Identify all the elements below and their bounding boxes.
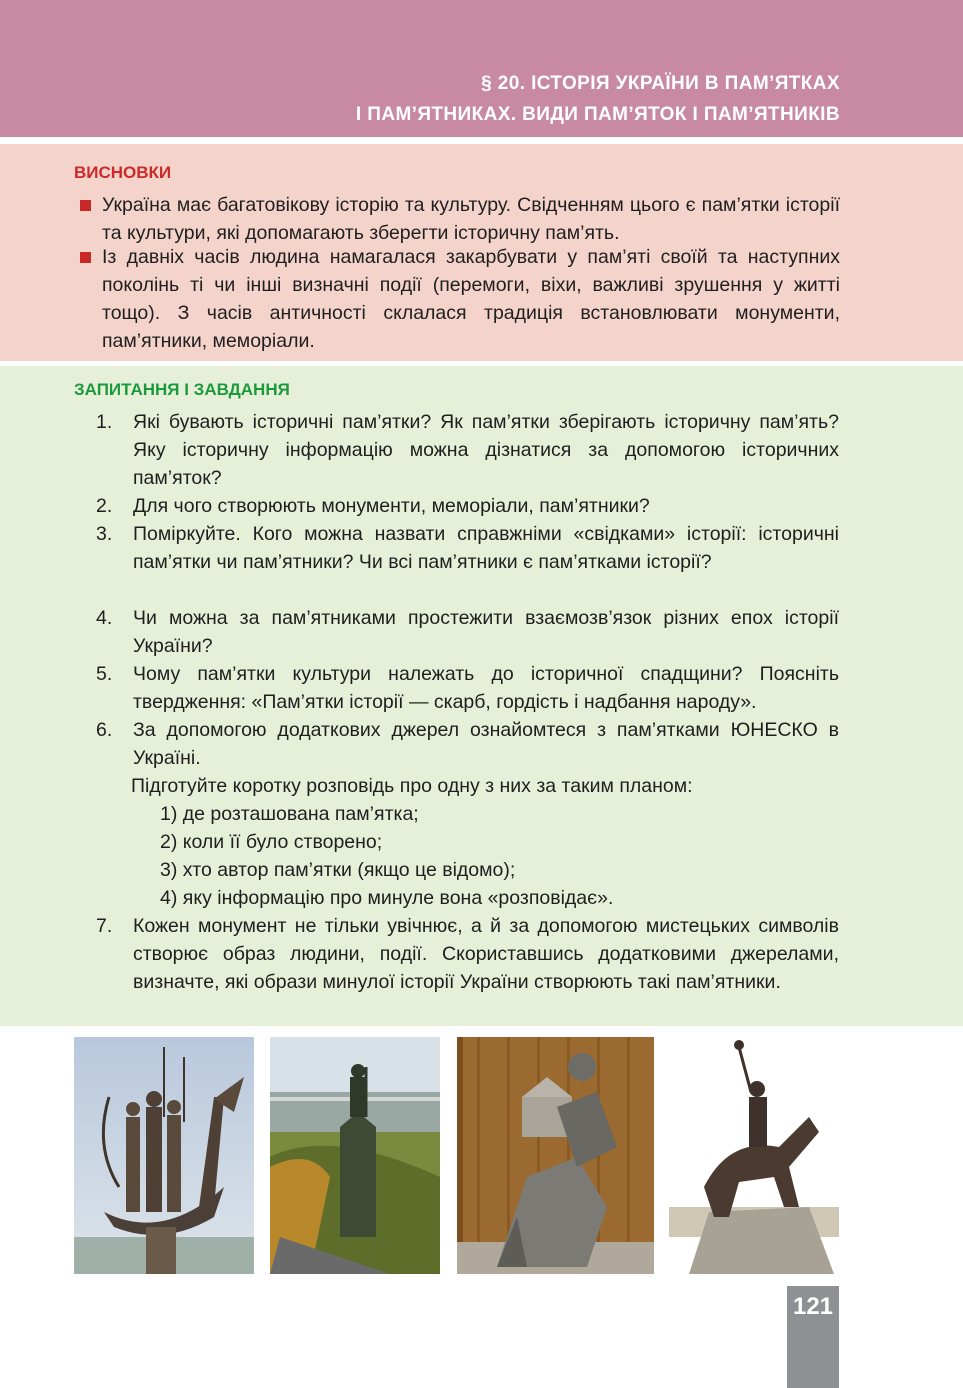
question-text: Для чого створюють монументи, меморіали, пам’ятники?	[133, 495, 650, 517]
question-number: 4.	[96, 607, 113, 629]
question-number: 5.	[96, 663, 113, 685]
page-number: 121	[792, 1293, 834, 1320]
bullet-square-icon	[80, 252, 91, 263]
plan-intro: Підготуйте коротку розповідь про одну з них за таким планом:	[131, 775, 693, 797]
question-number: 2.	[96, 495, 113, 517]
plan-item: 3) хто автор пам’ятки (якщо це відомо);	[160, 859, 516, 881]
chapter-title-line-1: § 20. ІСТОРІЯ УКРАЇНИ В ПАМ’ЯТКАХ	[481, 73, 840, 94]
plan-item: 2) коли її було створено;	[160, 831, 383, 853]
chapter-title-line-2: І ПАМ’ЯТНИКАХ. ВИДИ ПАМ’ЯТОК І ПАМ’ЯТНИКІВ	[355, 104, 840, 125]
question-text: Кожен монумент не тільки увічнює, а й за допомогою мистецьких символів створює образ людини, події. Скориставшись додатковими джерелами, визначте, які образи минулої історії України створюють такі пам’ятники.	[133, 915, 839, 993]
monument-photo-yaroslav-the-wise	[457, 1037, 654, 1274]
question-number: 7.	[96, 915, 113, 937]
monument-photo-khmelnytsky	[669, 1037, 839, 1274]
plan-item: 4) яку інформацію про минуле вона «розповідає».	[160, 887, 614, 909]
conclusion-text: Із давніх часів людина намагалася закарбувати у пам’яті своїй та наступних поколінь ті чи інші визначні події (перемоги, віхи, важливі зрушення у житті тощо). З часів античності склалася традиція встановлювати монументи, пам’ятники, меморіали.	[102, 246, 840, 352]
question-number: 6.	[96, 719, 113, 741]
question-text: Поміркуйте. Кого можна назвати справжніми «свідками» історії: історичні пам’ятки чи пам’ятники? Чи всі пам’ятники є пам’ятками історії?	[133, 523, 839, 573]
monument-photo-founders-of-kyiv	[74, 1037, 254, 1274]
question-number: 3.	[96, 523, 113, 545]
monument-photo-volodymyr	[270, 1037, 440, 1274]
questions-title: ЗАПИТАННЯ І ЗАВДАННЯ	[74, 380, 290, 399]
conclusion-item	[102, 243, 840, 355]
conclusion-item	[102, 191, 840, 247]
plan-item: 1) де розташована пам’ятка;	[160, 803, 419, 825]
bullet-square-icon	[80, 200, 91, 211]
conclusions-title: ВИСНОВКИ	[74, 163, 172, 182]
question-text: За допомогою додаткових джерел ознайомтеся з пам’ятками ЮНЕСКО в Україні.	[133, 719, 839, 769]
question-text: Чи можна за пам’ятниками простежити взаємозв’язок різних епох історії України?	[133, 607, 839, 657]
question-text: Які бувають історичні пам’ятки? Як пам’ятки зберігають історичну пам’ять? Яку історичну інформацію можна дізнатися за допомогою історичних пам’яток?	[133, 411, 839, 489]
question-text: Чому пам’ятки культури належать до історичної спадщини? Поясніть твердження: «Пам’ятки історії — скарб, гордість і надбання народу».	[133, 663, 839, 713]
question-number: 1.	[96, 411, 113, 433]
conclusion-text: Україна має багатовікову історію та культуру. Свідченням цього є пам’ятки історії та культури, які допомагають зберегти історичну пам’ять.	[102, 194, 840, 244]
